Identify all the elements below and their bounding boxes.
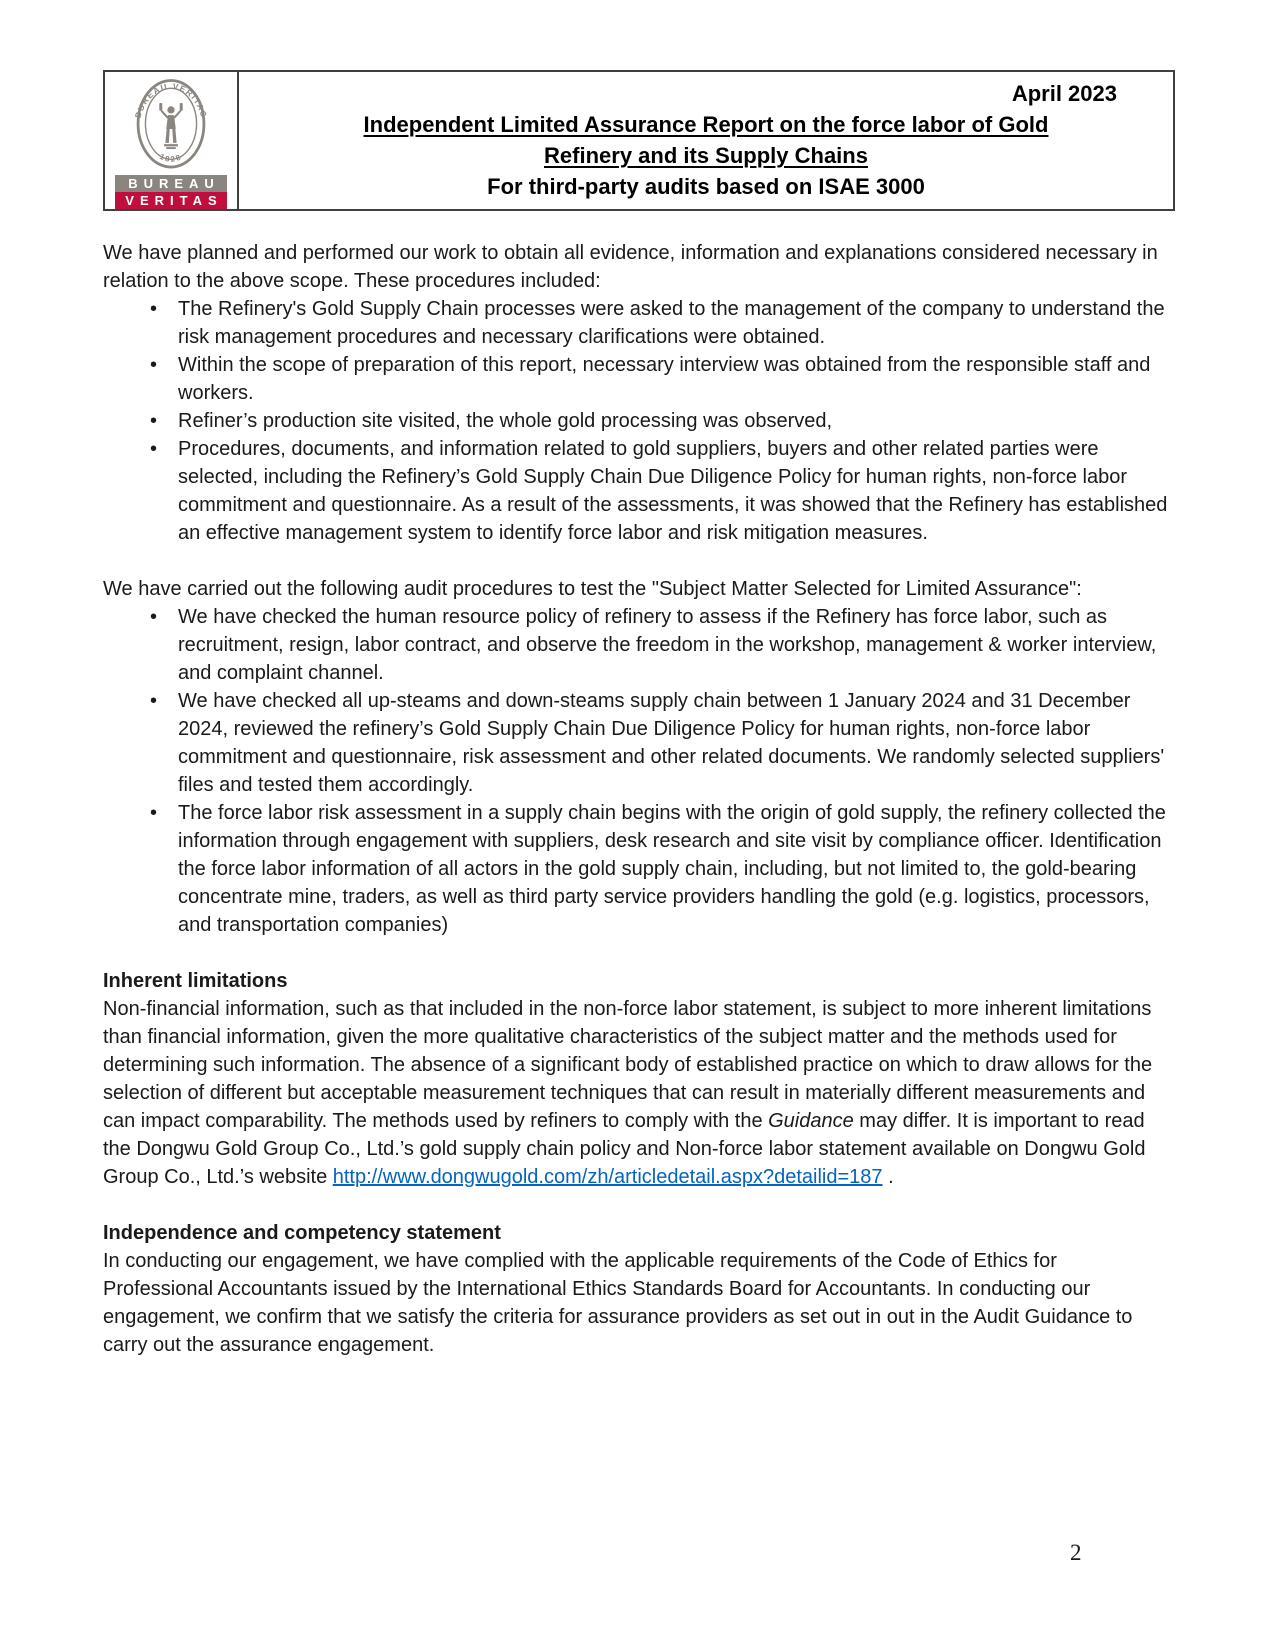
procedures-list <box>103 295 1171 547</box>
list-item-text: We have checked the human resource policy of refinery to assess if the Refinery has force labor, such as recruitment, resign, labor contract, and observe the freedom in the workshop, management & worker interview, and complaint channel. <box>178 606 1157 684</box>
bullet-icon: • <box>150 410 158 432</box>
list-item <box>103 687 1171 799</box>
section-heading-independence: Independence and competency statement <box>103 1222 501 1244</box>
wordmark-bureau: BUREAU <box>115 175 227 192</box>
svg-text:1828: 1828 <box>158 151 184 164</box>
website-link[interactable]: http://www.dongwugold.com/zh/articledetail.aspx?detailid=187 <box>332 1166 883 1188</box>
report-body <box>103 239 1171 1359</box>
list-item <box>103 351 1171 407</box>
guidance-term: Guidance <box>768 1110 854 1132</box>
list-item-text: Refiner’s production site visited, the whole gold processing was observed, <box>178 410 833 432</box>
independence-paragraph: In conducting our engagement, we have complied with the applicable requirements of the Code of Ethics for Professional Accountants issued by the International Ethics Standards Board for Accountants. In conducting our engagement, we confirm that we satisfy the criteria for assurance providers as set out in out in the Audit Guidance to carry out the assurance engagement. <box>103 1250 1133 1356</box>
list-item-text: We have checked all up-steams and down-steams supply chain between 1 January 2024 and 31 December 2024, reviewed the refinery’s Gold Supply Chain Due Diligence Policy for human rights, non-force labor commitment and questionnaire, risk assessment and other related documents. We randomly selected suppliers' files and tested them accordingly. <box>178 690 1165 796</box>
bullet-icon: • <box>150 438 158 460</box>
paragraph-text: Non-financial information, such as that included in the non-force labor statement, is subject to more inherent limitations than financial information, given the more qualitative characteristics of the subject matter and the methods used for determining such information. The absence of a significant body of established practice on which to draw allows for the selection of different but acceptable measurement techniques that can result in materially different measurements and can impact comparability. The methods used by refiners to comply with the <box>103 998 1153 1132</box>
audit-procedures-list <box>103 603 1171 939</box>
wordmark-veritas: VERITAS <box>115 192 227 209</box>
report-header-box <box>103 70 1175 211</box>
list-item-text: The Refinery's Gold Supply Chain processes were asked to the management of the company to understand the risk management procedures and necessary clarifications were obtained. <box>178 298 1165 348</box>
report-title-line1: Independent Limited Assurance Report on the force labor of Gold <box>363 112 1049 137</box>
report-date: April 2023 <box>1011 81 1117 106</box>
inherent-limitations-paragraph <box>103 995 1171 1191</box>
intro-paragraph-2: We have carried out the following audit procedures to test the "Subject Matter Selected for Limited Assurance": <box>103 578 1082 600</box>
report-title-block <box>239 72 1173 209</box>
bureau-veritas-logo <box>105 72 239 209</box>
list-item-text: The force labor risk assessment in a supply chain begins with the origin of gold supply, the refinery collected the information through engagement with suppliers, desk research and site visit by compliance officer. Identification the force labor information of all actors in the gold supply chain, including, but not limited to, the gold-bearing concentrate mine, traders, as well as third party service providers handling the gold (e.g. logistics, processors, and transportation companies) <box>178 802 1166 936</box>
list-item-text: Procedures, documents, and information related to gold suppliers, buyers and other related parties were selected, including the Refinery’s Gold Supply Chain Due Diligence Policy for human rights, non-force labor commitment and questionnaire. As a result of the assessments, it was showed that the Refinery has established an effective management system to identify force labor and risk mitigation measures. <box>178 438 1168 544</box>
list-item <box>103 799 1171 939</box>
bullet-icon: • <box>150 690 158 712</box>
list-item-text: Within the scope of preparation of this report, necessary interview was obtained from the responsible staff and workers. <box>178 354 1151 404</box>
bullet-icon: • <box>150 802 158 824</box>
svg-text:BUREAU VERITAS: BUREAU VERITAS <box>133 81 209 120</box>
list-item <box>103 435 1171 547</box>
list-item <box>103 603 1171 687</box>
paragraph-text: . <box>882 1166 894 1188</box>
bullet-icon: • <box>150 354 158 376</box>
page-number: 2 <box>1070 1540 1082 1565</box>
bullet-icon: • <box>150 298 158 320</box>
report-title-line2: Refinery and its Supply Chains <box>544 143 868 168</box>
emblem-figure <box>159 103 182 149</box>
section-heading-inherent-limitations: Inherent limitations <box>103 970 288 992</box>
intro-paragraph-1: We have planned and performed our work to obtain all evidence, information and explanations considered necessary in relation to the above scope. These procedures included: <box>103 242 1158 292</box>
list-item <box>103 407 1171 435</box>
list-item <box>103 295 1171 351</box>
report-subtitle: For third-party audits based on ISAE 3000 <box>487 174 925 199</box>
bullet-icon: • <box>150 606 158 628</box>
bureau-veritas-wordmark <box>115 175 227 209</box>
bureau-veritas-emblem-icon <box>123 77 219 174</box>
paragraph-text: may differ. It is important to read the Dongwu Gold Group Co., Ltd.’s gold supply chain policy and Non-force labor statement available on Dongwu Gold Group Co., Ltd.’s website <box>103 1110 1146 1188</box>
